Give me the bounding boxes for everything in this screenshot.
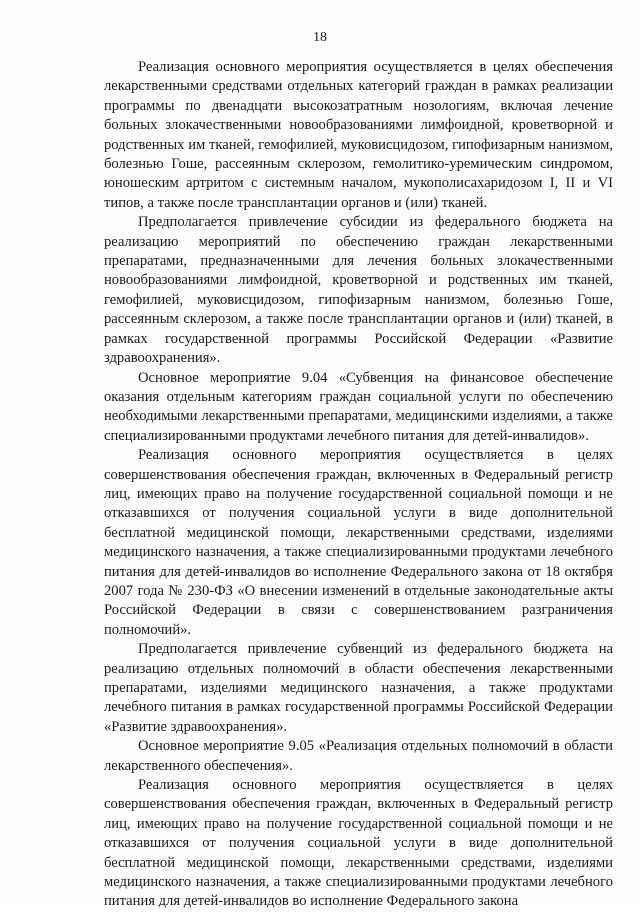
paragraph-2: Предполагается привлечение субсидии из федерального бюджета на реализацию мероприятий по обеспечению граждан лекарственными препаратами, предназначенными для лечения больных злокачественными новообразованиями лимфоидной, кроветворной и родственных им тканей, гемофилией, муковисцидозом, гипофизарным нанизмом, болезнью Гоше, рассеянным склерозом, а также после трансплантации органов и (или) тканей, в рамках государственной программы Российской Федерации «Развитие здравоохранения». xyxy=(104,214,613,367)
paragraph-6: Основное мероприятие 9.05 «Реализация отдельных полномочий в области лекарственного обеспечения». xyxy=(104,738,613,774)
paragraph-3: Основное мероприятие 9.04 «Субвенция на финансовое обеспечение оказания отдельным категориям граждан социальной услуги по обеспечению необходимыми лекарственными препаратами, медицинскими изделиями, а также специализированными продуктами лечебного питания для детей-инвалидов». xyxy=(104,369,613,444)
paragraph-7: Реализация основного мероприятия осуществляется в целях совершенствования обеспечения граждан, включенных в Федеральный регистр лиц, имеющих право на получение государственной социальной помощи и не отказавшихся от получения социальной услуги в виде дополнительной бесплатной медицинской помощи, лекарственными средствами, изделиями медицинского назначения, а также специализированными продуктами лечебного питания для детей-инвалидов во исполнение Федерального закона xyxy=(104,777,613,910)
page-number: 18 xyxy=(313,30,327,45)
paragraph-5: Предполагается привлечение субвенций из федерального бюджета на реализацию отдельных полномочий в области обеспечения лекарственными препаратами, изделиями медицинского назначения, а также продуктами лечебного питания в рамках государственной программы Российской Федерации «Развитие здравоохранения». xyxy=(104,641,613,735)
paragraph-1: Реализация основного мероприятия осуществляется в целях обеспечения лекарственными средствами отдельных категорий граждан в рамках реализации программы по двенадцати высокозатратным нозологиям, включая лечение больных злокачественными новообразованиями лимфоидной, кроветворной и родственных им тканей, гемофилией, муковисцидозом, гипофизарным нанизмом, болезнью Гоше, рассеянным склерозом, гемолитико-уремическим синдромом, юношеским артритом с системным началом, мукополисахаридозом I, II и VI типов, а также после трансплантации органов и (или) тканей. xyxy=(104,59,613,211)
paragraph-4: Реализация основного мероприятия осуществляется в целях совершенствования обеспечения граждан, включенных в Федеральный регистр лиц, имеющих право на получение государственной социальной помощи и не отказавшихся от получения социальной услуги в виде дополнительной бесплатной медицинской помощи, лекарственными средствами, изделиями медицинского назначения, а также специализированными продуктами лечебного питания для детей-инвалидов во исполнение Федерального закона от 18 октября 2007 года № 230-ФЗ «О внесении изменений в отдельные законодательные акты Российской Федерации в связи с совершенствованием разграничения полномочий». xyxy=(104,447,613,638)
document-body xyxy=(104,58,613,912)
